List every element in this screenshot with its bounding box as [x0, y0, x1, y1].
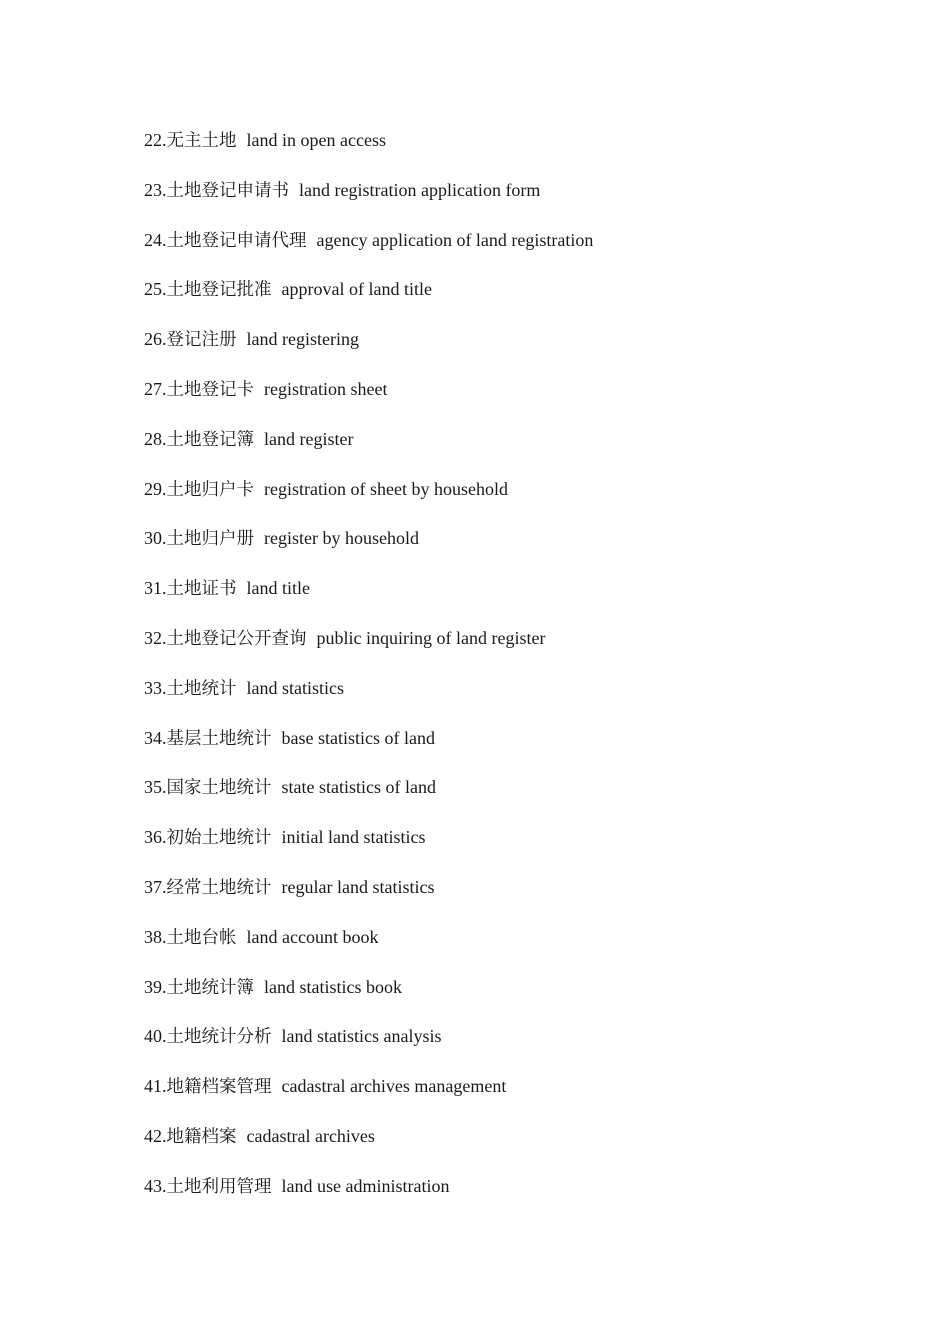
entry-chinese-term: 土地登记批准	[166, 280, 272, 301]
entry-number: 29.	[144, 478, 167, 499]
entry-chinese-term: 土地证书	[166, 579, 237, 600]
entry-number: 36.	[144, 827, 167, 848]
glossary-list	[144, 127, 593, 1223]
entry-number: 25.	[144, 279, 167, 300]
entry-number: 42.	[144, 1125, 167, 1146]
entry-english-term: agency application of land registration	[316, 229, 594, 250]
glossary-entry	[144, 376, 593, 426]
glossary-entry	[144, 276, 593, 326]
entry-english-term: land statistics	[246, 677, 344, 698]
entry-chinese-term: 基层土地统计	[166, 728, 272, 749]
entry-number: 24.	[144, 229, 167, 250]
entry-number: 31.	[144, 578, 167, 599]
entry-chinese-term: 土地登记申请书	[166, 180, 289, 201]
entry-english-term: cadastral archives	[246, 1125, 375, 1146]
entry-english-term: base statistics of land	[281, 727, 435, 748]
entry-english-term: approval of land title	[281, 279, 432, 300]
entry-chinese-term: 土地统计簿	[166, 977, 254, 998]
entry-number: 39.	[144, 976, 167, 997]
entry-english-term: initial land statistics	[281, 827, 426, 848]
glossary-entry	[144, 1073, 593, 1123]
entry-english-term: state statistics of land	[281, 777, 436, 798]
entry-chinese-term: 土地登记公开查询	[166, 628, 307, 649]
glossary-entry	[144, 575, 593, 625]
entry-number: 38.	[144, 926, 167, 947]
glossary-entry	[144, 426, 593, 476]
entry-chinese-term: 土地利用管理	[166, 1176, 272, 1197]
entry-chinese-term: 国家土地统计	[166, 778, 272, 799]
glossary-entry	[144, 625, 593, 675]
entry-number: 32.	[144, 627, 167, 648]
glossary-entry	[144, 1173, 593, 1223]
glossary-entry	[144, 675, 593, 725]
glossary-entry	[144, 924, 593, 974]
entry-number: 34.	[144, 727, 167, 748]
entry-chinese-term: 土地登记卡	[166, 379, 254, 400]
entry-chinese-term: 登记注册	[166, 330, 237, 351]
glossary-entry	[144, 326, 593, 376]
entry-english-term: land register	[264, 428, 354, 449]
glossary-entry	[144, 127, 593, 177]
entry-english-term: land account book	[246, 926, 379, 947]
glossary-entry	[144, 177, 593, 227]
glossary-entry	[144, 1023, 593, 1073]
glossary-entry	[144, 774, 593, 824]
entry-english-term: public inquiring of land register	[316, 627, 546, 648]
glossary-entry	[144, 476, 593, 526]
entry-number: 40.	[144, 1026, 167, 1047]
entry-number: 27.	[144, 378, 167, 399]
entry-english-term: land statistics analysis	[281, 1026, 442, 1047]
entry-chinese-term: 经常土地统计	[166, 877, 272, 898]
entry-number: 43.	[144, 1175, 167, 1196]
entry-number: 37.	[144, 876, 167, 897]
entry-english-term: registration of sheet by household	[264, 478, 508, 499]
entry-number: 30.	[144, 528, 167, 549]
entry-english-term: regular land statistics	[281, 876, 435, 897]
entry-english-term: land in open access	[246, 130, 386, 150]
entry-number: 23.	[144, 179, 167, 200]
glossary-entry	[144, 824, 593, 874]
entry-english-term: registration sheet	[264, 378, 388, 399]
glossary-entry	[144, 227, 593, 277]
entry-chinese-term: 土地归户卡	[166, 479, 254, 500]
entry-english-term: land statistics book	[264, 976, 402, 997]
entry-chinese-term: 无主土地	[166, 131, 237, 151]
entry-chinese-term: 地籍档案	[166, 1126, 237, 1147]
entry-chinese-term: 土地统计分析	[166, 1027, 272, 1048]
glossary-entry	[144, 525, 593, 575]
entry-number: 26.	[144, 329, 167, 350]
entry-number: 22.	[144, 130, 167, 150]
entry-chinese-term: 土地归户册	[166, 529, 254, 550]
entry-number: 41.	[144, 1076, 167, 1097]
entry-english-term: land registering	[246, 329, 359, 350]
entry-number: 28.	[144, 428, 167, 449]
entry-english-term: register by household	[264, 528, 419, 549]
entry-chinese-term: 地籍档案管理	[166, 1077, 272, 1098]
entry-english-term: land registration application form	[299, 179, 541, 200]
glossary-entry	[144, 874, 593, 924]
entry-chinese-term: 土地登记簿	[166, 429, 254, 450]
entry-english-term: cadastral archives management	[281, 1076, 507, 1097]
entry-chinese-term: 初始土地统计	[166, 828, 272, 849]
entry-english-term: land use administration	[281, 1175, 450, 1196]
glossary-entry	[144, 974, 593, 1024]
entry-chinese-term: 土地统计	[166, 678, 237, 699]
entry-number: 33.	[144, 677, 167, 698]
entry-chinese-term: 土地登记申请代理	[166, 230, 307, 251]
entry-chinese-term: 土地台帐	[166, 927, 237, 948]
entry-number: 35.	[144, 777, 167, 798]
glossary-entry	[144, 725, 593, 775]
entry-english-term: land title	[246, 578, 310, 599]
glossary-entry	[144, 1123, 593, 1173]
